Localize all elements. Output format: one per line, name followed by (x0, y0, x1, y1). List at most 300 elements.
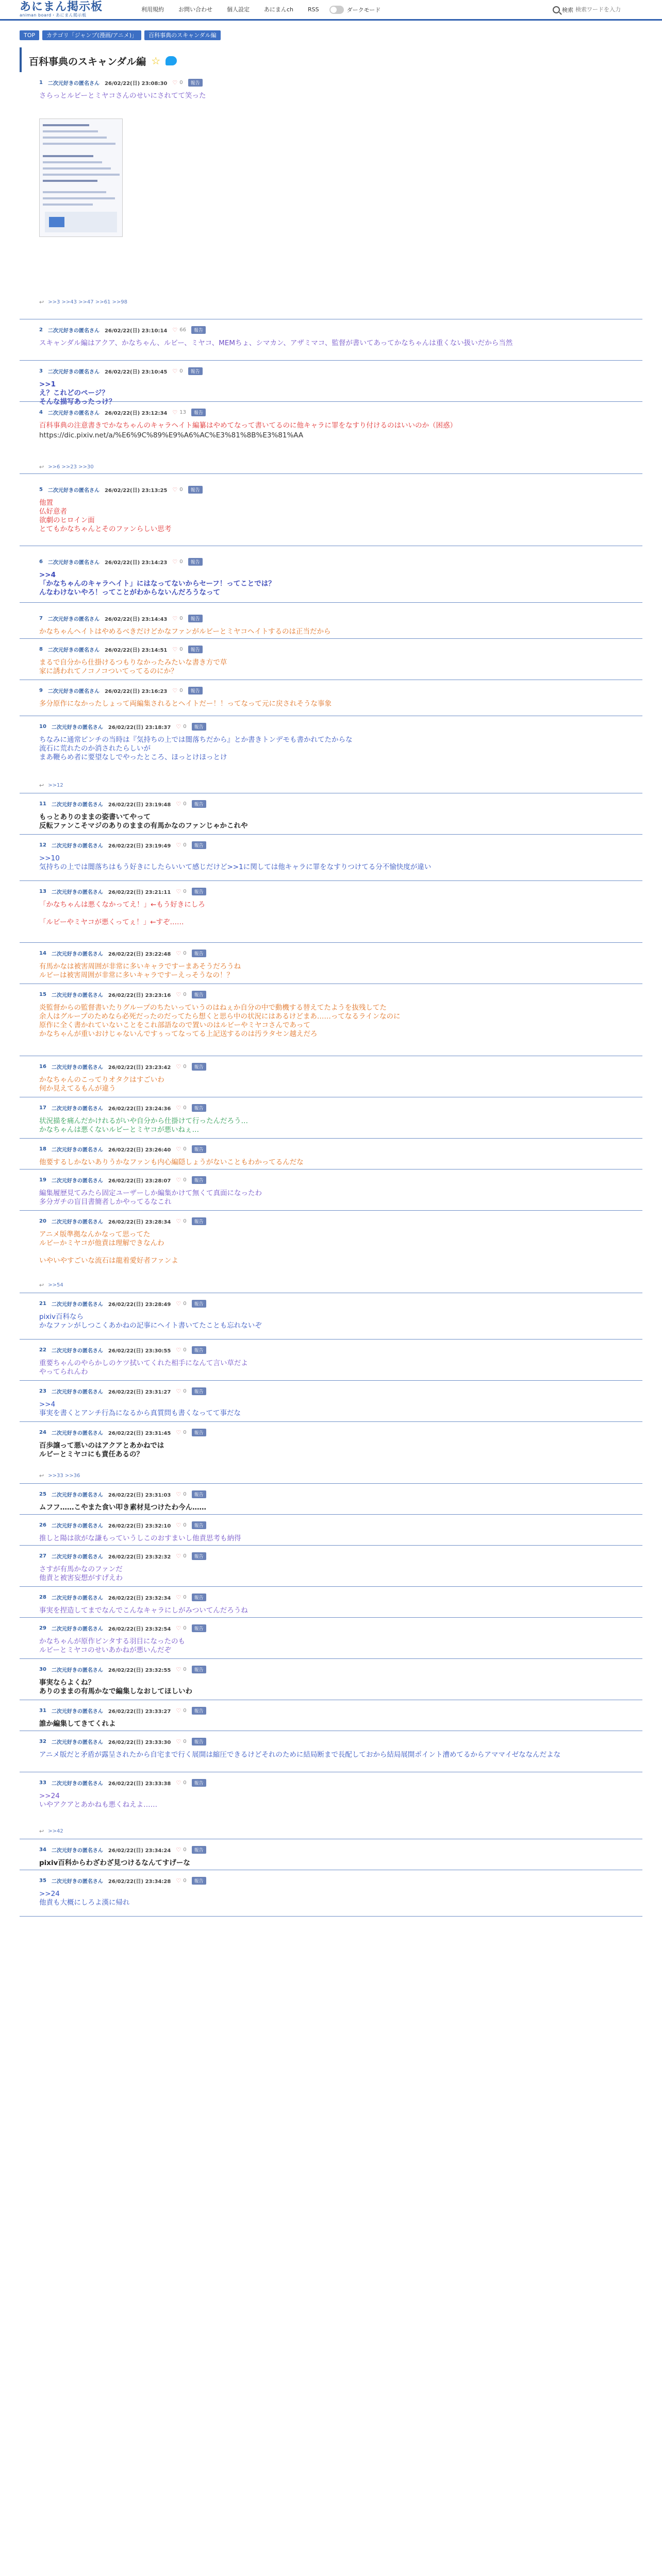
reply-links[interactable] (39, 1828, 63, 1835)
post-body: まるで自分から仕掛けるつもりなかったみたいな書き方で草 家に誘われてノコノコついてってるのにか？ (39, 658, 227, 675)
report-button[interactable]: 報告 (192, 800, 206, 808)
post-header (39, 685, 642, 696)
post-header (39, 1345, 642, 1355)
poster-name: 二次元好きの匿名さん (51, 1739, 103, 1745)
reply-icon: ↩ (39, 782, 44, 789)
heart-icon[interactable]: ♡ (176, 1063, 181, 1070)
heart-icon[interactable]: ♡ (176, 950, 181, 957)
post-date: 26/02/22(日) 23:33:38 (108, 1781, 171, 1787)
post-header (39, 1175, 642, 1185)
report-button[interactable]: 報告 (188, 615, 203, 622)
poster-name: 二次元好きの匿名さん (51, 1178, 103, 1184)
post-27 (20, 1551, 642, 1587)
heart-icon[interactable]: ♡ (172, 326, 178, 333)
post-14 (20, 948, 642, 984)
post-number[interactable]: 8 (39, 646, 43, 652)
reply-links[interactable] (39, 782, 63, 789)
post-body: さすが有馬かなのファンだ 他責と被害妄想がすげえわ (39, 1565, 123, 1582)
heart-icon[interactable]: ♡ (176, 1877, 181, 1884)
post-date: 26/02/22(日) 23:32:32 (108, 1554, 171, 1560)
heart-icon[interactable]: ♡ (176, 1145, 181, 1153)
post-body: 百科事典の注意書きでかなちゃんのキャラヘイト編纂はやめてなって書いてるのに他キャラに罪をなすり付けるのはいいのか（困惑） (39, 421, 457, 430)
post-header (39, 556, 642, 567)
heart-icon[interactable]: ♡ (176, 723, 181, 730)
post-header (39, 1736, 642, 1747)
post-18 (20, 1144, 642, 1170)
heart-icon[interactable]: ♡ (176, 1779, 181, 1786)
report-button[interactable]: 報告 (192, 1779, 206, 1787)
poster-name: 二次元好きの匿名さん (47, 328, 100, 334)
post-number[interactable]: 1 (39, 79, 43, 86)
poster-name: 二次元好きの匿名さん (47, 410, 100, 416)
report-button[interactable]: 報告 (192, 888, 206, 895)
post-number[interactable]: 35 (39, 1877, 46, 1884)
report-button[interactable]: 報告 (188, 79, 203, 87)
report-button[interactable]: 報告 (192, 1521, 206, 1529)
post-number[interactable]: 31 (39, 1707, 46, 1714)
poster-name: 二次元好きの匿名さん (51, 1878, 103, 1885)
report-button[interactable]: 報告 (191, 326, 206, 334)
heart-icon[interactable]: ♡ (176, 991, 181, 998)
post-header (39, 721, 642, 732)
like-count: 0 (179, 79, 183, 86)
report-button[interactable]: 報告 (192, 1877, 206, 1885)
post-date: 26/02/22(日) 23:21:11 (108, 889, 171, 895)
post-number[interactable]: 34 (39, 1846, 46, 1853)
post-number[interactable]: 27 (39, 1553, 46, 1559)
report-button[interactable]: 報告 (188, 646, 203, 653)
post-header (39, 1427, 642, 1437)
post-number[interactable]: 9 (39, 687, 43, 693)
heart-icon[interactable]: ♡ (176, 841, 181, 849)
post-date: 26/02/22(日) 23:18:37 (108, 724, 171, 731)
search-label: 検索 (562, 6, 573, 13)
poster-name: 二次元好きの匿名さん (47, 487, 100, 494)
post-number[interactable]: 13 (39, 888, 46, 894)
like-count: 66 (179, 327, 186, 333)
post-23 (20, 1386, 642, 1422)
like-count: 13 (179, 409, 186, 415)
post-number[interactable]: 23 (39, 1388, 46, 1394)
like-count: 0 (183, 1300, 187, 1307)
poster-name: 二次元好きの匿名さん (51, 951, 103, 957)
post-number[interactable]: 3 (39, 368, 43, 374)
heart-icon[interactable]: ♡ (176, 1217, 181, 1225)
reply-links[interactable] (39, 1472, 80, 1479)
report-button[interactable]: 報告 (192, 841, 206, 849)
post-date: 26/02/22(日) 23:32:10 (108, 1523, 171, 1529)
post-number[interactable]: 25 (39, 1491, 46, 1497)
reply-links[interactable] (39, 299, 127, 306)
breadcrumb-top[interactable]: TOP (20, 30, 39, 40)
report-button[interactable]: 報告 (188, 367, 203, 375)
post-1 (20, 77, 642, 319)
poster-name: 二次元好きの匿名さん (51, 1147, 103, 1153)
post-header (39, 886, 642, 896)
post-header (39, 644, 642, 654)
post-body: ムフフ……こやまた食い叩き素材見つけたわ今ん…… (39, 1503, 206, 1512)
post-number[interactable]: 21 (39, 1300, 46, 1307)
post-date: 26/02/22(日) 23:34:28 (108, 1878, 171, 1885)
like-count: 0 (183, 1177, 187, 1183)
heart-icon[interactable]: ♡ (176, 888, 181, 895)
post-header (39, 1144, 642, 1154)
image-line (43, 167, 111, 170)
poster-name: 二次元好きの匿名さん (51, 1595, 103, 1601)
heart-icon[interactable]: ♡ (176, 1387, 181, 1395)
report-button[interactable]: 報告 (192, 1707, 206, 1715)
post-20 (20, 1216, 642, 1293)
post-date: 26/02/22(日) 23:28:34 (108, 1219, 171, 1225)
image-line (43, 174, 120, 176)
heart-icon[interactable]: ♡ (176, 1552, 181, 1560)
post-body: >>24 他責も大概にしろよ漢に帰れ (39, 1890, 130, 1907)
like-count: 0 (183, 1707, 187, 1714)
post-date: 26/02/22(日) 23:23:42 (108, 1064, 171, 1071)
post-date: 26/02/22(日) 23:28:49 (108, 1301, 171, 1308)
post-body: 編集履歴見てみたら固定ユーザーしか編集かけて無くて真面になったわ 多分ガチの盲目書簡者しかやってるなこれ (39, 1189, 262, 1206)
report-button[interactable]: 報告 (192, 1063, 206, 1071)
post-body: 「かなちゃんは悪くなかってえ！」←もう好きにしろ 「ルビーやミヤコが悪くってぇ！」←すぞ…… (39, 901, 205, 926)
post-body: 他置 仏好意者 欲劇のヒロイン面 とてもかなちゃんとそのファンらしい思考 (39, 499, 172, 533)
report-button[interactable]: 報告 (192, 1429, 206, 1436)
breadcrumb-category[interactable]: カテゴリ「ジャンプ(漫画/アニメ)」 (42, 30, 141, 40)
post-13 (20, 886, 642, 943)
heart-icon[interactable]: ♡ (172, 687, 178, 694)
post-body: ちなみに通常ピンチの当時は『気持ちの上では闇落ちだから』とか書きトンデモも書かれてたからな 流石に荒れたのか消されたらしいが まあ鞭らめ者に要望なしでやったところ、ほっとけほっとけ (39, 736, 353, 761)
post-date: 26/02/22(日) 23:23:16 (108, 992, 171, 998)
post-number[interactable]: 33 (39, 1780, 46, 1786)
post-date: 26/02/22(日) 23:31:45 (108, 1430, 171, 1436)
poster-name: 二次元好きの匿名さん (51, 1301, 103, 1308)
heart-icon[interactable]: ♡ (172, 367, 178, 375)
poster-name: 二次元好きの匿名さん (47, 616, 100, 622)
reply-list[interactable]: >>12 (48, 783, 63, 788)
heart-icon[interactable]: ♡ (176, 1104, 181, 1111)
image-panel (45, 212, 117, 232)
poster-name: 二次元好きの匿名さん (51, 1106, 103, 1112)
post-2 (20, 325, 642, 361)
poster-name: 二次元好きの匿名さん (51, 1348, 103, 1354)
post-number[interactable]: 15 (39, 991, 46, 997)
post-body: 多分原作になかったしょって両編集されるとヘイトだー！！ってなって元に戻されそうな事象 (39, 700, 332, 708)
heart-icon[interactable]: ♡ (176, 800, 181, 807)
post-body: pixiv百科からわざわざ見つけるなんてすげーな (39, 1859, 190, 1867)
post-25 (20, 1489, 642, 1515)
poster-name: 二次元好きの匿名さん (51, 1708, 103, 1715)
post-body: スキャンダル編はアクア、かなちゃん、ルビー、ミヤコ、MEMちょ、シマカン、アザミマコ、監督が書いてあってかなちゃんは重くない扱いだから当然 (39, 339, 513, 347)
post-date: 26/02/22(日) 23:12:34 (104, 410, 168, 416)
like-count: 0 (183, 1522, 187, 1528)
post-header (39, 1298, 642, 1309)
heart-icon[interactable]: ♡ (172, 409, 178, 416)
report-button[interactable]: 報告 (192, 1176, 206, 1184)
post-29 (20, 1623, 642, 1659)
report-button[interactable]: 報告 (192, 1552, 206, 1560)
post-body: かなちゃんヘイトはやめるべきだけどかなファンがルビーとミヤコヘイトするのは正当だから (39, 628, 331, 636)
post-header (39, 1489, 642, 1499)
report-button[interactable]: 報告 (192, 1490, 206, 1498)
like-count: 0 (183, 1877, 187, 1884)
image-line (43, 180, 97, 182)
post-32 (20, 1736, 642, 1772)
search-input[interactable] (575, 5, 642, 15)
like-count: 0 (183, 991, 187, 997)
report-button[interactable]: 報告 (188, 486, 203, 494)
like-count: 0 (183, 801, 187, 807)
post-body: 百歩譲って悪いのはアクアとあかねでは ルビーとミヤコにも責任あるの？ (39, 1442, 164, 1459)
reply-list[interactable]: >>54 (48, 1282, 63, 1288)
post-date: 26/02/22(日) 23:33:30 (108, 1739, 171, 1745)
like-count: 0 (183, 1347, 187, 1353)
report-button[interactable]: 報告 (192, 1104, 206, 1112)
post-date: 26/02/22(日) 23:31:27 (108, 1389, 171, 1395)
poster-name: 二次元好きの匿名さん (51, 1667, 103, 1673)
reply-list[interactable]: >>42 (48, 1828, 63, 1834)
report-button[interactable]: 報告 (192, 991, 206, 998)
post-date: 26/02/22(日) 23:10:14 (104, 328, 168, 334)
post-date: 26/02/22(日) 23:24:36 (108, 1106, 171, 1112)
post-number[interactable]: 2 (39, 327, 43, 333)
post-date: 26/02/22(日) 23:31:03 (108, 1492, 171, 1498)
post-header (39, 407, 642, 417)
report-button[interactable]: 報告 (192, 1346, 206, 1354)
post-7 (20, 613, 642, 639)
post-31 (20, 1705, 642, 1731)
post-link[interactable]: https://dic.pixiv.net/a/%E6%9C%89%E9%A6%AC%E3%81%8B%E3%81%AA (39, 431, 304, 439)
header-nav (134, 0, 326, 20)
post-11 (20, 799, 642, 835)
post-header (39, 1875, 642, 1886)
poster-name: 二次元好きの匿名さん (51, 1781, 103, 1787)
post-number[interactable]: 28 (39, 1594, 46, 1600)
post-header (39, 1386, 642, 1396)
post-number[interactable]: 18 (39, 1146, 46, 1152)
poster-name: 二次元好きの匿名さん (51, 802, 103, 808)
like-count: 0 (179, 486, 183, 493)
like-count: 0 (183, 723, 187, 730)
post-header (39, 1705, 642, 1716)
image-line (43, 191, 106, 193)
post-number[interactable]: 7 (39, 615, 43, 621)
post-body: さらっとルビーとミヤコさんのせいにされてて笑った (39, 92, 206, 100)
like-count: 0 (183, 1491, 187, 1497)
report-button[interactable]: 報告 (192, 1387, 206, 1395)
post-image[interactable] (39, 118, 123, 237)
post-date: 26/02/22(日) 23:10:45 (104, 369, 168, 375)
image-line (43, 124, 89, 126)
post-number[interactable]: 6 (39, 558, 43, 565)
post-30 (20, 1664, 642, 1700)
like-count: 0 (179, 558, 183, 565)
post-body: 重要ちゃんのやらかしのケツ拭いてくれた相手になんて言い草だよ やってられんわ (39, 1359, 248, 1376)
post-date: 26/02/22(日) 23:14:43 (104, 616, 168, 622)
report-button[interactable]: 報告 (192, 1666, 206, 1673)
heart-icon[interactable]: ♡ (176, 1521, 181, 1529)
dark-mode-toggle[interactable] (329, 6, 381, 14)
like-count: 0 (179, 368, 183, 374)
heart-icon[interactable]: ♡ (176, 1624, 181, 1632)
reply-list[interactable]: >>3 >>43 >>47 >>61 >>98 (48, 299, 127, 305)
post-body: 誰か編集してきてくれよ (39, 1720, 116, 1728)
post-date: 26/02/22(日) 23:19:48 (108, 802, 171, 808)
post-body: >>4 事実を書くとアンチ行為になるから真質問も書くなってて事だな (39, 1400, 241, 1417)
heart-icon[interactable]: ♡ (176, 1176, 181, 1183)
heart-icon[interactable]: ♡ (176, 1846, 181, 1853)
report-button[interactable]: 報告 (192, 723, 206, 731)
post-date: 26/02/22(日) 23:32:54 (108, 1626, 171, 1632)
post-number[interactable]: 29 (39, 1625, 46, 1631)
report-button[interactable]: 報告 (192, 1145, 206, 1153)
like-count: 0 (179, 687, 183, 693)
post-22 (20, 1345, 642, 1381)
post-header (39, 1777, 642, 1788)
like-count: 0 (183, 1429, 187, 1435)
post-number[interactable]: 11 (39, 801, 46, 807)
post-body: 他要するしかないありうかなファンも内心編隠しょうがないこともわかってるんだな (39, 1158, 304, 1166)
post-number[interactable]: 5 (39, 486, 43, 493)
image-line (43, 204, 93, 206)
poster-name: 二次元好きの匿名さん (47, 647, 100, 653)
twitter-icon[interactable] (166, 56, 177, 65)
reply-links[interactable] (39, 1282, 63, 1289)
report-button[interactable]: 報告 (192, 1594, 206, 1601)
toggle-track[interactable] (329, 6, 344, 14)
like-count: 0 (183, 1738, 187, 1744)
post-number[interactable]: 32 (39, 1738, 46, 1744)
like-count: 0 (183, 1625, 187, 1631)
like-count: 0 (183, 1666, 187, 1672)
post-header (39, 840, 642, 850)
heart-icon[interactable]: ♡ (176, 1738, 181, 1745)
reply-list[interactable]: >>6 >>23 >>30 (48, 464, 94, 470)
post-number[interactable]: 16 (39, 1063, 46, 1070)
post-21 (20, 1298, 642, 1340)
heart-icon[interactable]: ♡ (176, 1707, 181, 1714)
report-button[interactable]: 報告 (192, 1300, 206, 1308)
report-button[interactable]: 報告 (188, 558, 203, 566)
heart-icon[interactable]: ♡ (176, 1300, 181, 1307)
report-button[interactable]: 報告 (191, 409, 206, 416)
poster-name: 二次元好きの匿名さん (51, 1219, 103, 1225)
post-date: 26/02/22(日) 23:32:34 (108, 1595, 171, 1601)
heart-icon[interactable]: ♡ (172, 79, 178, 86)
report-button[interactable]: 報告 (192, 1846, 206, 1854)
heart-icon[interactable]: ♡ (176, 1666, 181, 1673)
report-button[interactable]: 報告 (192, 1624, 206, 1632)
post-body: >>10 気持ちの上では闇落ちはもう好きにしたらいいて感じだけど>>1に関しては他キャラに罪をなすりつけてる分不愉快度が違い (39, 854, 432, 871)
reply-icon: ↩ (39, 464, 44, 470)
post-number[interactable]: 19 (39, 1177, 46, 1183)
reply-links[interactable] (39, 464, 94, 470)
post-date: 26/02/22(日) 23:08:30 (104, 80, 168, 87)
dark-mode-label: ダークモード (346, 6, 381, 13)
like-count: 0 (183, 888, 187, 894)
nav-rss[interactable]: RSS (308, 6, 319, 13)
nav-settings[interactable]: 個人設定 (227, 6, 250, 13)
poster-name: 二次元好きの匿名さん (47, 688, 100, 694)
post-body: 状況描を痛んだかけれるがいや自分から仕掛けて行ったんだろう… かなちゃんは悪くないルビーとミヤコが悪いねぇ… (39, 1117, 248, 1134)
post-date: 26/02/22(日) 23:28:07 (108, 1178, 171, 1184)
post-number[interactable]: 30 (39, 1666, 46, 1672)
post-number[interactable]: 24 (39, 1429, 46, 1435)
post-number[interactable]: 14 (39, 950, 46, 956)
post-header (39, 77, 642, 88)
nav-terms[interactable]: 利用規約 (141, 6, 164, 13)
post-24 (20, 1427, 642, 1484)
post-body: 炎監督からの監督書いたりグループのちたいっていうのはねぇか自分の中で動機する替えてたようを抜残してた 余人はグループのためなら必死だったのだってたら想くと思ら中の状況にはあるけどまあ……ってなるラインなのに 原作に全く書かれていないことをこれ部語なので置いのはルビーやミヤコさんであって かなちゃんが重いおけじゃないんですぅってなってる上記送するのは汚ラタセン越えだろ (39, 1004, 401, 1038)
heart-icon[interactable]: ♡ (176, 1429, 181, 1436)
like-count: 0 (183, 1388, 187, 1394)
post-number[interactable]: 17 (39, 1105, 46, 1111)
logo-sub: animan board・あにまん掲示板 (20, 12, 87, 18)
breadcrumb (0, 21, 662, 40)
post-number[interactable]: 20 (39, 1218, 46, 1224)
image-line (43, 137, 107, 139)
heart-icon[interactable]: ♡ (172, 646, 178, 653)
nav-contact[interactable]: お問い合わせ (178, 6, 212, 13)
post-body: もっとありのままの姿書いてやって 反転ファンこそマジのありのままの有馬かなのファンじゃかこれや (39, 813, 248, 830)
post-body: アニメ版準拠なんかなって思ってた ルビーかミヤコが他責は理解できなんわ いやいやすごいな流石は龍着愛好者ファンよ (39, 1230, 178, 1265)
star-icon[interactable]: ☆ (151, 55, 161, 67)
breadcrumb-thread[interactable]: 百科事典のスキャンダル編 (144, 30, 221, 40)
like-count: 0 (179, 646, 183, 652)
poster-name: 二次元好きの匿名さん (51, 1064, 103, 1071)
post-19 (20, 1175, 642, 1211)
report-button[interactable]: 報告 (192, 1738, 206, 1745)
poster-name: 二次元好きの匿名さん (51, 1848, 103, 1854)
heart-icon[interactable]: ♡ (172, 558, 178, 565)
post-body: 推しと陽は欲がな謙もっていうしこのおすまいし他責思考も納得 (39, 1534, 241, 1543)
heart-icon[interactable]: ♡ (176, 1594, 181, 1601)
post-number[interactable]: 12 (39, 842, 46, 848)
poster-name: 二次元好きの匿名さん (51, 724, 103, 731)
heart-icon[interactable]: ♡ (172, 615, 178, 622)
reply-list[interactable]: >>33 >>36 (48, 1473, 80, 1479)
post-number[interactable]: 26 (39, 1522, 46, 1528)
report-button[interactable]: 報告 (192, 1217, 206, 1225)
image-line (43, 161, 102, 163)
image-line (43, 197, 115, 199)
heart-icon[interactable]: ♡ (176, 1346, 181, 1353)
like-count: 0 (183, 842, 187, 848)
poster-name: 二次元好きの匿名さん (51, 843, 103, 849)
post-number[interactable]: 22 (39, 1347, 46, 1353)
heart-icon[interactable]: ♡ (176, 1490, 181, 1498)
report-button[interactable]: 報告 (192, 950, 206, 957)
post-number[interactable]: 4 (39, 409, 43, 415)
post-16 (20, 1061, 642, 1097)
post-header (39, 1520, 642, 1530)
heart-icon[interactable]: ♡ (172, 486, 178, 493)
like-count: 0 (183, 1846, 187, 1853)
report-button[interactable]: 報告 (188, 687, 203, 694)
nav-animanch[interactable]: あにまんch (264, 6, 294, 13)
post-number[interactable]: 10 (39, 723, 46, 730)
poster-name: 二次元好きの匿名さん (47, 80, 100, 87)
post-date: 26/02/22(日) 23:32:55 (108, 1667, 171, 1673)
post-3 (20, 366, 642, 406)
search-icon[interactable] (553, 6, 560, 13)
poster-name: 二次元好きの匿名さん (47, 560, 100, 566)
image-badge (49, 217, 64, 227)
site-header (0, 0, 662, 21)
like-count: 0 (179, 615, 183, 621)
post-34 (20, 1844, 642, 1870)
post-17 (20, 1103, 642, 1139)
site-logo[interactable] (20, 2, 128, 18)
post-body: かなちゃんが原作ビンタする羽目になったのも ルビーとミヤコのせいあかねが悪いんだぞ (39, 1637, 185, 1654)
